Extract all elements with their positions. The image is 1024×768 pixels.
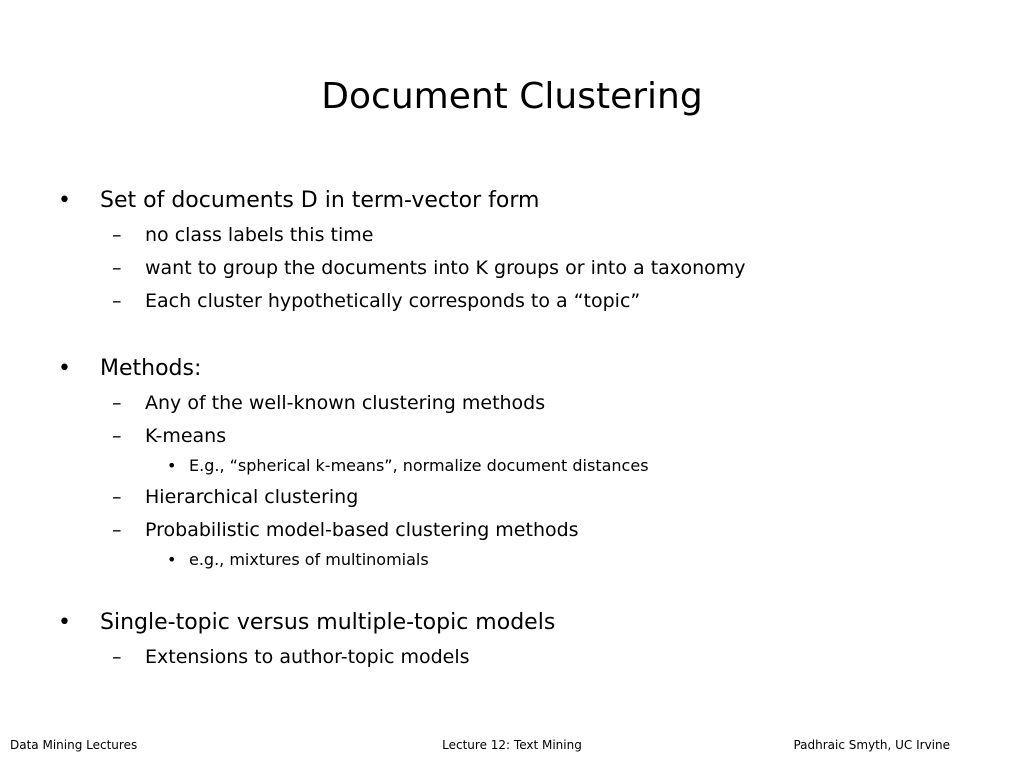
dash-marker: – — [112, 392, 122, 414]
sub-sub-bullet-text: e.g., mixtures of multinomials — [189, 550, 429, 569]
dash-marker: – — [112, 425, 122, 447]
bullet-marker: • — [167, 456, 177, 475]
footer-course: Data Mining Lectures — [10, 738, 138, 752]
bullet-marker: • — [58, 356, 71, 381]
bullet-marker: • — [167, 550, 177, 569]
sub-bullet-text: Extensions to author-topic models — [145, 646, 470, 668]
bullet-text: Single-topic versus multiple-topic models — [100, 610, 556, 635]
dash-marker: – — [112, 486, 122, 508]
sub-bullet-text: Probabilistic model-based clustering methods — [145, 519, 579, 541]
bullet-text: Methods: — [100, 356, 202, 381]
dash-marker: – — [112, 257, 122, 279]
sub-sub-bullet-text: E.g., “spherical k-means”, normalize document distances — [189, 456, 649, 475]
dash-marker: – — [112, 646, 122, 668]
footer-author: Padhraic Smyth, UC Irvine — [793, 738, 950, 752]
bullet-marker: • — [58, 610, 71, 635]
sub-bullet-text: want to group the documents into K groups or into a taxonomy — [145, 257, 746, 279]
sub-bullet-text: Any of the well-known clustering methods — [145, 392, 546, 414]
bullet-text: Set of documents D in term-vector form — [100, 188, 540, 213]
slide-title: Document Clustering — [321, 76, 703, 117]
dash-marker: – — [112, 519, 122, 541]
sub-bullet-text: Each cluster hypothetically corresponds to a “topic” — [145, 290, 641, 312]
sub-bullet-text: Hierarchical clustering — [145, 486, 359, 508]
footer-lecture: Lecture 12: Text Mining — [442, 738, 582, 752]
dash-marker: – — [112, 290, 122, 312]
sub-bullet-text: K-means — [145, 425, 227, 447]
bullet-marker: • — [58, 188, 71, 213]
sub-bullet-text: no class labels this time — [145, 224, 374, 246]
dash-marker: – — [112, 224, 122, 246]
